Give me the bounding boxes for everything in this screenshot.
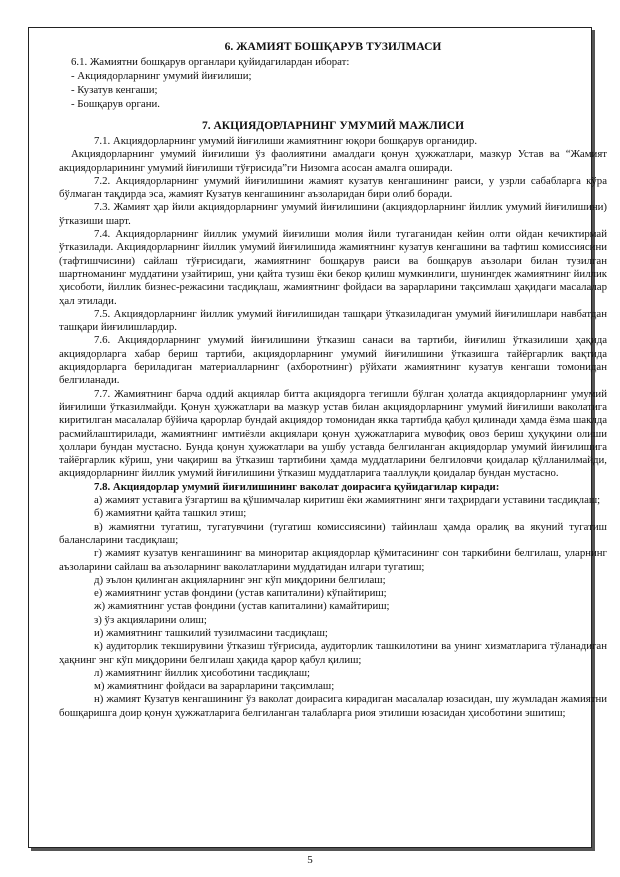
section-6-title: 6. ЖАМИЯТ БОШҚАРУВ ТУЗИЛМАСИ — [224, 41, 442, 53]
list-item-k: к) аудиторлик текширувини ўтказиш тўғрисида, аудиторлик ташкилотини ва унинг хизматларига тўланадиган ҳақнинг энг кўп миқдорини белгилаш ҳақида қарор қабул қилиш; — [59, 640, 607, 666]
list-item-zh: ж) жамиятнинг устав фондини (устав капиталини) камайтириш; — [94, 600, 390, 613]
paragraph-7-1b: Акциядорларнинг умумий йиғилиши ўз фаолиятини амалдаги қонун ҳужжатлари, мазкур Устав ва “Жамият акциядорларининг умумий йиғилиши тўғрисида”ги Низомга асосан амалга оширади. — [59, 148, 607, 174]
section-6-list — [59, 55, 607, 111]
list-item-n: н) жамият Кузатув кенгашининг ўз ваколат доирасига кирадиган масалалар юзасидан, шу жумладан жамиятни бошқаришга доир қонун ҳужжатларига белгиланган талабларга риоя этилиши юзасидан ҳисоботини эшитиш; — [59, 693, 607, 719]
section-6-item: - Бошқарув органи. — [71, 98, 160, 110]
section-6-item: - Акциядорларнинг умумий йиғилиши; — [71, 70, 252, 82]
paragraph-7-6: 7.6. Акциядорларнинг умумий йиғилишини ўтказиш санаси ва тартиби, йиғилиш ўтказилиши ҳақида акциядорларга хабар бериш тартиби, акциядорларнинг умумий йиғилишини ўтказишга тайёргарлик вақтида акциядорларга бериладиган материалларнинг (ахборотнинг) рўйхати жамиятнинг кузатув кенгаши томонидан белгиланади. — [59, 334, 607, 387]
list-item-d: д) эълон қилинган акцияларнинг энг кўп миқдорини белгилаш; — [94, 573, 386, 586]
section-6-intro: 6.1. Жамиятни бошқарув органлари қуйидагилардан иборат: — [71, 56, 350, 68]
paragraph-7-2: 7.2. Акциядорларнинг умумий йиғилишини жамият кузатув кенгашининг раиси, у узрли сабабларга кўра бўлмаган тақдирда эса, жамият Кузатув кенгашининг аъзоларидан бири олиб боради. — [59, 174, 607, 201]
paragraph-7-4: 7.4. Акциядорларнинг йиллик умумий йиғилиши молия йили тугаганидан кейин олти ойдан кечиктирмай ўтказилади. Акциядорларнинг йиллик умумий йиғилишида жамиятнинг кузатув кенгашини ва тафтиш комиссиясини (тафтишчисини) сайлаш тўғрисидаги, жамиятнинг бошқарув раиси ва бошқарув аъзолари билан тузилган шартноманинг муддатини узайтириш, уни қайта тузиш ёки бекор қилиш мумкинлиги, шунингдек жамиятнинг йиллик ҳисоботи, йиллик бизнес-режасини тасдиқлаш, жамиятнинг фойдаси ва зарарларини тақсимлаш ҳақидаги масалалар ҳал этилади. — [59, 228, 607, 307]
paragraph-7-1: 7.1. Акциядорларнинг умумий йиғилиши жамиятнинг юқори бошқарув органидир. — [94, 135, 478, 147]
paragraph-7-5: 7.5. Акциядорларнинг йиллик умумий йиғилишидан ташқари ўтказиладиган умумий йиғилишлари навбатдан ташқари йиғилишлардир. — [59, 307, 607, 334]
list-item-a: а) жамият уставига ўзгартиш ва қўшимчалар киритиш ёки жамиятнинг янги таҳрирдаги уставини тасдиқлаш; — [94, 494, 601, 507]
page-content — [59, 40, 607, 720]
list-item-g: г) жамият кузатув кенгашининг ва миноритар акциядорлар қўмитасининг сон таркибини белгилаш, уларнинг аъзоларини сайлаш ва аъзоларнинг ваколатларини муддатидан илгари тугатиш; — [59, 547, 607, 573]
section-6-item: - Кузатув кенгаши; — [71, 84, 158, 96]
list-item-b: б) жамиятни қайта ташкил этиш; — [94, 507, 247, 520]
list-item-i: и) жамиятнинг ташкилий тузилмасини тасдиқлаш; — [94, 626, 328, 639]
section-7-title: 7. АКЦИЯДОРЛАРНИНГ УМУМИЙ МАЖЛИСИ — [201, 120, 465, 132]
page-number: 5 — [307, 854, 313, 866]
list-item-e: е) жамиятнинг устав фондини (устав капиталини) кўпайтириш; — [94, 587, 387, 600]
paragraph-7-8-heading: 7.8. Акциядорлар умумий йиғилишининг ваколат доирасига қуйидагилар киради: — [94, 480, 500, 493]
list-item-l: л) жамиятнинг йиллик ҳисоботини тасдиқлаш; — [94, 666, 311, 679]
paragraph-7-3: 7.3. Жамият ҳар йили акциядорларнинг умумий йиғилишини (акциядорларнинг йиллик умумий йиғилишини) ўтказиши шарт. — [59, 201, 607, 227]
list-item-v: в) жамиятни тугатиш, тугатувчини (тугатиш комиссиясини) тайинлаш ҳамда оралиқ ва якуний тугатиш балансларини тасдиқлаш; — [59, 520, 607, 546]
document-page — [28, 27, 607, 866]
list-item-m: м) жамиятнинг фойдаси ва зарарларини тақсимлаш; — [94, 680, 335, 693]
list-item-z: з) ўз акцияларини олиш; — [94, 613, 207, 626]
paragraph-7-7: 7.7. Жамиятнинг барча оддий акциялар битта акциядорга тегишли бўлган ҳолатда акциядорларнинг умумий йиғилиши ўтказилмайди. Қонун ҳужжатлари ва мазкур устав билан акциядорларнинг умумий йиғилиши ваколатига киритилган масалалар бўйича қарорлар бундай акциядор томонидан якка тартибда қабул қилинади ҳамда ёзма шаклда расмийлаштирилади, жамиятнинг имтиёзли акциялари қонун ҳужжатларига мувофиқ овоз бериш ҳуқуқини олиши ҳоллари бундан мустасно. Бунда қонун ҳужжатлари ва ушбу уставда белгиланган акциядорлар умумий йиғилишига тайёргарлик кўриш, уни чақириш ва ўтказиш тартибини ҳамда муддатларини белгиловчи қоидалар қўлланилмайди, акциядорларнинг йиллик умумий йиғилишини ўтказиш муддатларига тааллуқли қоидалар бундан мустасно. — [59, 387, 607, 480]
